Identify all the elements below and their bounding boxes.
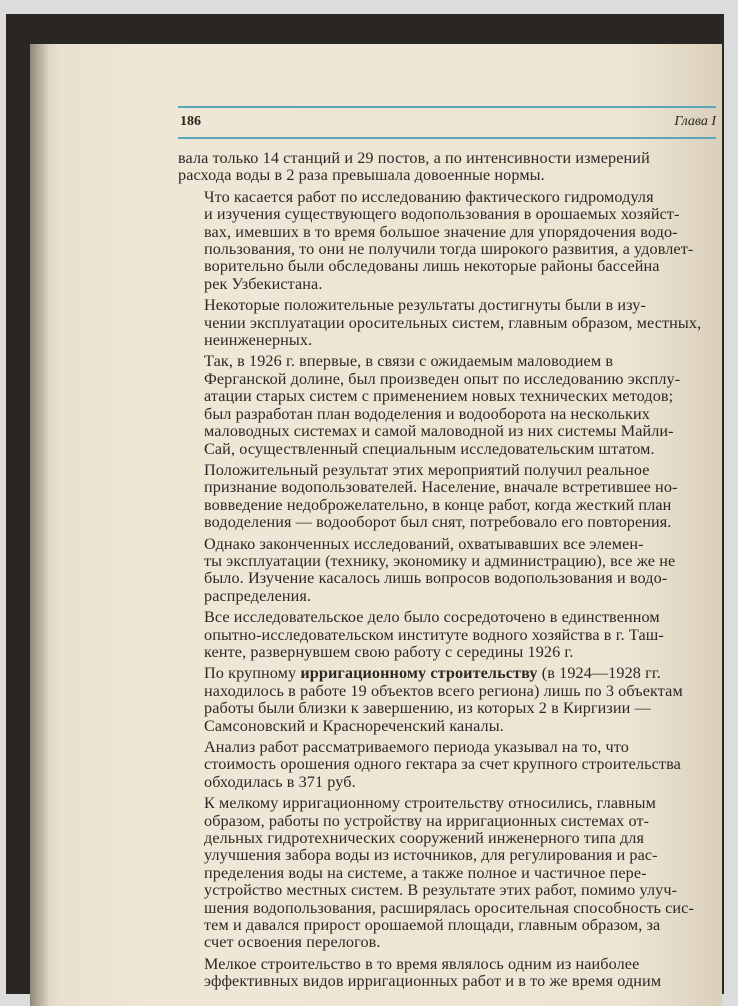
paragraph-8	[178, 665, 714, 735]
text-line: находилось в работе 19 объектов всего региона) лишь по 3 объектам	[204, 682, 683, 700]
text-line: эффективных видов ирригационных работ и в то же время одним	[204, 973, 662, 991]
text-line: тем и давался прирост орошаемой площади, главным образом, за	[204, 917, 661, 935]
text-line: обходилась в 371 руб.	[204, 773, 356, 791]
text-line: Все исследовательское дело было сосредоточено в единственном	[204, 609, 660, 627]
text-fragment: По крупному	[204, 665, 301, 683]
body-text	[178, 150, 714, 995]
text-line: Мелкое строительство в то время являлось одним из наиболее	[204, 955, 640, 973]
bold-term: ирригационному строительству	[300, 665, 538, 683]
paragraph-1	[178, 150, 714, 185]
text-line: Положительный результат этих мероприятий получил реальное	[204, 461, 650, 479]
text-fragment: (в 1924—1928 гг.	[537, 665, 661, 683]
text-line: работы были близки к завершению, из которых 2 в Киргизии —	[204, 700, 651, 718]
text-line: К мелкому ирригационному строительству относились, главным	[204, 795, 656, 813]
text-line: неинженерных.	[204, 332, 313, 350]
paragraph-2	[178, 189, 714, 293]
paragraph-6	[178, 536, 714, 606]
text-line: кенте, развернувшем свою работу с середины 1926 г.	[204, 643, 574, 661]
text-line: распределения.	[204, 587, 312, 605]
text-line: образом, работы по устройству на ирригационных системах от-	[204, 812, 650, 830]
text-line: было. Изучение касалось лишь вопросов водопользования и водо-	[204, 570, 668, 588]
text-line: и изучения существующего водопользования в орошаемых хозяйст-	[204, 206, 680, 224]
header-rule-bottom	[178, 137, 716, 139]
page-number: 186	[180, 114, 201, 129]
text-line: признание водопользователей. Население, вначале встретившее но-	[204, 479, 678, 497]
paragraph-3	[178, 297, 714, 349]
text-line: Анализ работ рассматриваемого периода указывал на то, что	[204, 739, 629, 756]
text-line: пределения воды на системе, а также полное и частичное пере-	[204, 864, 647, 882]
text-line: Самсоновский и Краснореченский каналы.	[204, 717, 504, 735]
text-line: Так, в 1926 г. впервые, в связи с ожидаемым маловодием в	[204, 353, 614, 371]
text-line: вала только 14 станций и 29 постов, а по интенсивности измерений	[178, 150, 650, 167]
text-line: дельных гидротехнических сооружений инженерного типа для	[204, 830, 644, 848]
text-line: атации старых систем с применением новых технических методов;	[204, 388, 674, 406]
text-line: шения водопользования, расширялась оросительная способность сис-	[204, 899, 694, 917]
text-line	[178, 665, 714, 682]
book-scan-frame	[6, 14, 724, 994]
book-page	[30, 44, 722, 1006]
text-line: вовведение недоброжелательно, в конце работ, когда жесткий план	[204, 496, 672, 514]
paragraph-9	[178, 739, 714, 791]
page-gutter	[30, 44, 48, 1006]
text-line: опытно-исследовательском институте водного хозяйства в г. Таш-	[204, 626, 664, 644]
text-line: устройство местных систем. В результате этих работ, помимо улуч-	[204, 882, 678, 900]
text-line: рек Узбекистана.	[204, 275, 323, 293]
header-rule-top	[178, 106, 716, 108]
text-line: Однако законченных исследований, охватывавших все элемен-	[204, 535, 644, 553]
text-line: чении эксплуатации оросительных систем, главным образом, местных,	[204, 314, 702, 332]
paragraph-7	[178, 609, 714, 661]
paragraph-5	[178, 462, 714, 532]
paragraph-4	[178, 353, 714, 457]
text-line: ты эксплуатации (технику, экономику и администрацию), все же не	[204, 552, 676, 570]
text-line: вах, имевших в то время большое значение для упорядочения водо-	[204, 223, 678, 241]
paragraph-11	[178, 956, 714, 991]
text-line: Ферганской долине, был произведен опыт по исследованию эксплу-	[204, 370, 681, 388]
paragraph-10	[178, 795, 714, 952]
running-head-chapter: Глава I	[674, 114, 716, 129]
text-line: улучшения забора воды из источников, для регулирования и рас-	[204, 847, 658, 865]
text-line: был разработан план вододеления и водооборота на нескольких	[204, 405, 650, 423]
text-line: стоимость орошения одного гектара за счет крупного строительства	[204, 756, 681, 774]
text-line: счет освоения перелогов.	[204, 934, 381, 952]
text-line: Сай, осуществленный специальным исследовательским штатом.	[204, 440, 655, 458]
text-line: маловодных системах и самой маловодной из них системы Майли-	[204, 423, 674, 441]
text-line: Что касается работ по исследованию фактического гидромодуля	[204, 188, 654, 206]
text-line: пользования, то они не получили тогда широкого развития, а удовлет-	[204, 241, 694, 259]
text-line: вододеления — водооборот был снят, потребовало его повторения.	[204, 514, 672, 532]
text-line: расхода воды в 2 раза превышала довоенные нормы.	[178, 167, 545, 185]
text-line: ворительно были обследованы лишь некоторые районы бассейна	[204, 258, 660, 276]
text-line: Некоторые положительные результаты достигнуты были в изу-	[204, 297, 646, 315]
